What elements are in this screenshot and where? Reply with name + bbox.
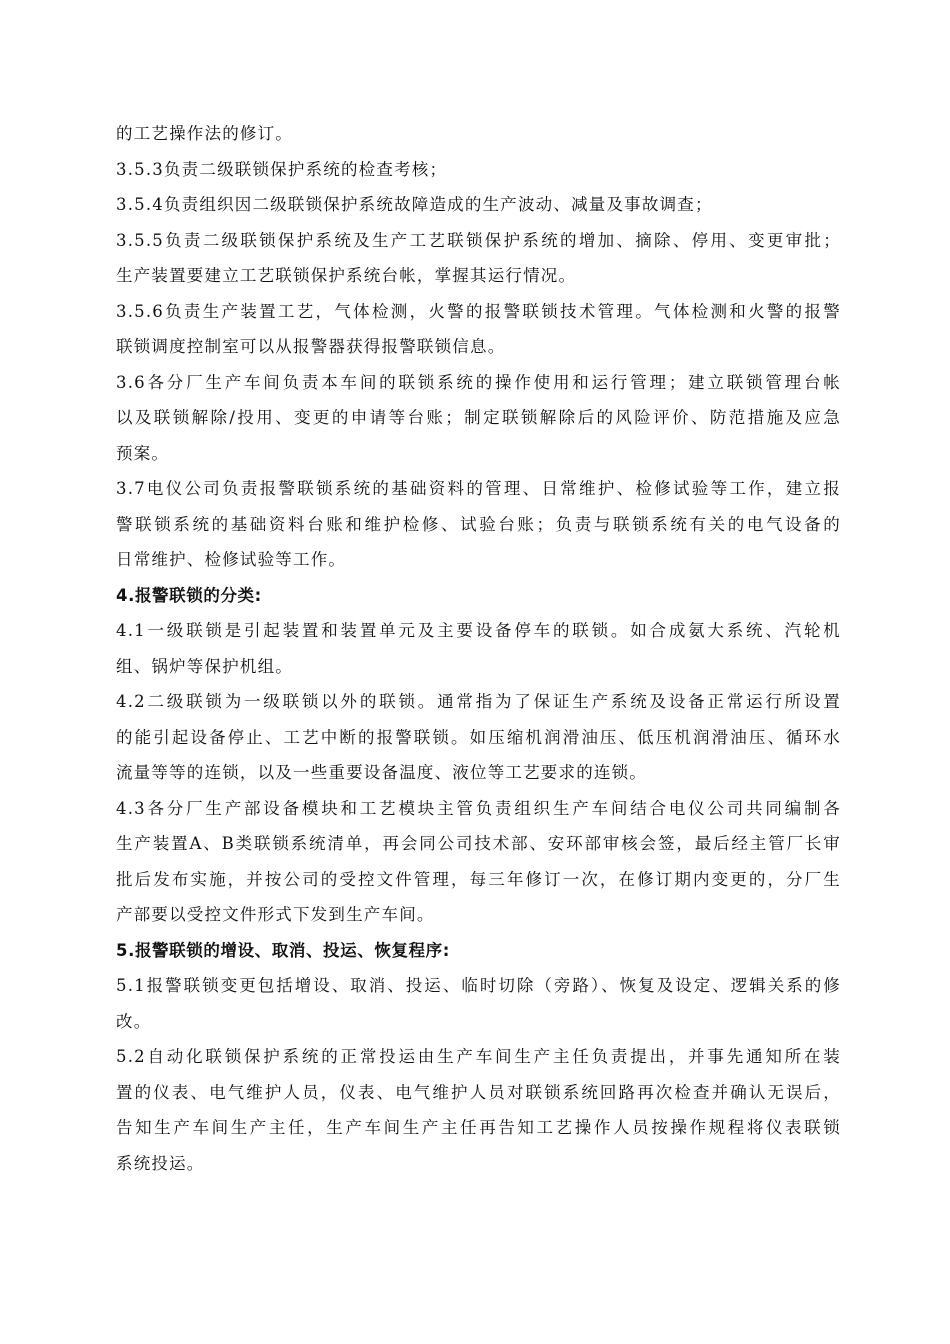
text-line: 产部要以受控文件形式下发到生产车间。 (116, 905, 435, 924)
document-body (116, 116, 841, 1181)
text-line: 3.5.3负责二级联锁保护系统的检查考核； (116, 159, 448, 179)
section-heading: 5.报警联锁的增设、取消、投运、恢复程序: (116, 940, 450, 960)
text-line: 系统投运。 (116, 1153, 205, 1173)
text-line: 3.5.6负责生产装置工艺，气体检测，火警的报警联锁技术管理。气体检测和火警的报警 (116, 301, 841, 321)
text-line: 3.5.4负责组织因二级联锁保护系统故障造成的生产波动、减量及事故调查； (116, 195, 713, 214)
text-line: 3.6各分厂生产车间负责本车间的联锁系统的操作使用和运行管理；建立联锁管理台帐 (116, 372, 841, 392)
text-line: 日常维护、检修试验等工作。 (116, 550, 347, 569)
text-line: 生产装置要建立工艺联锁保护系统台帐，掌握其运行情况。 (116, 266, 577, 285)
text-line: 改。 (116, 1011, 152, 1031)
text-line: 流量等等的连锁，以及一些重要设备温度、液位等工艺要求的连锁。 (116, 763, 647, 782)
text-line: 5.1报警联锁变更包括增设、取消、投运、临时切除（旁路）、恢复及设定、逻辑关系的修 (116, 976, 841, 995)
text-line: 置的仪表、电气维护人员，仪表、电气维护人员对联锁系统回路再次检查并确认无误后， (116, 1082, 841, 1102)
text-line: 的工艺操作法的修订。 (116, 124, 293, 143)
text-line: 4.3各分厂生产部设备模块和工艺模块主管负责组织生产车间结合电仪公司共同编制各 (116, 798, 841, 818)
text-line: 3.5.5负责二级联锁保护系统及生产工艺联锁保护系统的增加、摘除、停用、变更审批； (116, 230, 841, 250)
text-line: 联锁调度控制室可以从报警器获得报警联锁信息。 (116, 337, 506, 356)
text-line: 告知生产车间生产主任，生产车间生产主任再告知工艺操作人员按操作规程将仪表联锁 (116, 1118, 841, 1137)
text-line: 3.7电仪公司负责报警联锁系统的基础资料的管理、日常维护、检修试验等工作，建立报 (116, 479, 841, 498)
text-line: 警联锁系统的基础资料台账和维护检修、试验台账；负责与联锁系统有关的电气设备的 (116, 514, 841, 534)
text-line: 预案。 (116, 443, 170, 463)
text-line: 生产装置A、B类联锁系统清单，再会同公司技术部、安环部审核会签，最后经主管厂长审 (116, 834, 841, 853)
text-line: 组、锅炉等保护机组。 (116, 656, 293, 676)
text-line: 的能引起设备停止、工艺中断的报警联锁。如压缩机润滑油压、低压机润滑油压、循环水 (116, 727, 841, 747)
text-line: 4.2二级联锁为一级联锁以外的联锁。通常指为了保证生产系统及设备正常运行所设置 (116, 692, 841, 711)
text-line: 5.2自动化联锁保护系统的正常投运由生产车间生产主任负责提出，并事先通知所在装 (116, 1047, 841, 1066)
text-line: 以及联锁解除/投用、变更的申请等台账；制定联锁解除后的风险评价、防范措施及应急 (116, 408, 841, 427)
section-heading: 4.报警联锁的分类: (116, 585, 262, 605)
text-line: 4.1一级联锁是引起装置和装置单元及主要设备停车的联锁。如合成氨大系统、汽轮机 (116, 621, 841, 640)
text-line: 批后发布实施，并按公司的受控文件管理，每三年修订一次，在修订期内变更的，分厂生 (116, 869, 841, 889)
